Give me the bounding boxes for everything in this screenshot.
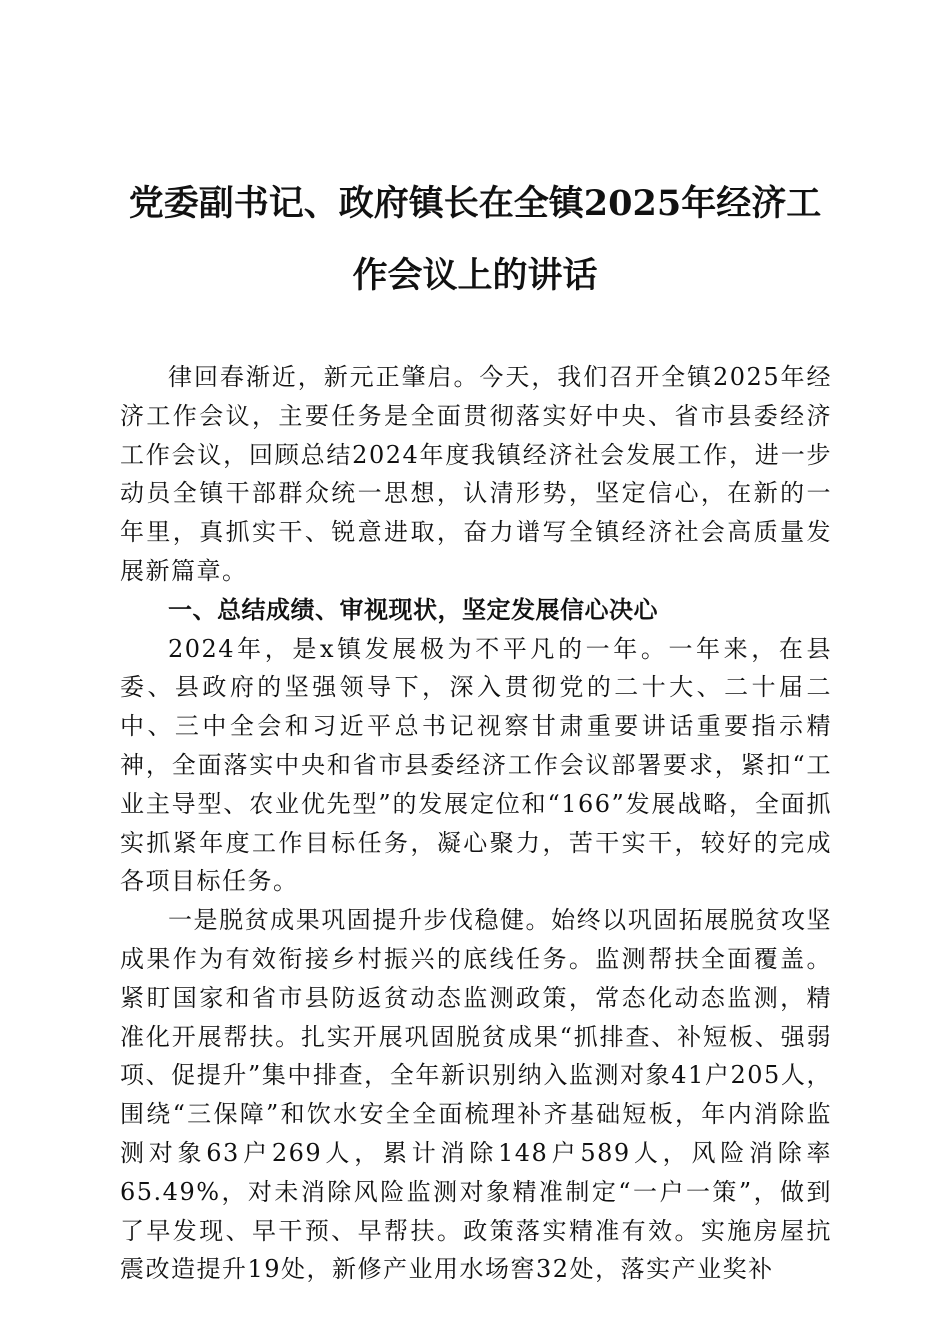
paragraph-2024-summary: 2024年，是x镇发展极为不平凡的一年。一年来，在县委、县政府的坚强领导下，深入贯彻党的二十大、二十届二中、三中全会和习近平总书记视察甘肃重要讲话重要指示精神，全面落实中央和省市县委经济工作会议部署要求，紧扣“工业主导型、农业优先型”的发展定位和“166”发展战略，全面抓实抓紧年度工作目标任务，凝心聚力，苦干实干，较好的完成各项目标任务。 xyxy=(120,634,832,896)
title-line-2: 作会议上的讲话 xyxy=(352,255,598,296)
title-line-1: 党委副书记、政府镇长在全镇2025年经济工 xyxy=(128,183,822,224)
document-title xyxy=(110,168,840,312)
section-heading-1: 一、总结成绩、审视现状，坚定发展信心决心 xyxy=(168,595,658,624)
paragraph-intro: 律回春渐近，新元正肇启。今天，我们召开全镇2025年经济工作会议，主要任务是全面贯彻落实好中央、省市县委经济工作会议，回顾总结2024年度我镇经济社会发展工作，进一步动员全镇干部群众统一思想，认清形势，坚定信心，在新的一年里，真抓实干、锐意进取，奋力谱写全镇经济社会高质量发展新篇章。 xyxy=(120,363,832,585)
document-body xyxy=(120,358,832,1289)
paragraph-poverty-alleviation: 一是脱贫成果巩固提升步伐稳健。始终以巩固拓展脱贫攻坚成果作为有效衔接乡村振兴的底线任务。监测帮扶全面覆盖。紧盯国家和省市县防返贫动态监测政策，常态化动态监测，精准化开展帮扶。扎实开展巩固脱贫成果“抓排查、补短板、强弱项、促提升”集中排查，全年新识别纳入监测对象41户205人，围绕“三保障”和饮水安全全面梳理补齐基础短板，年内消除监测对象63户269人，累计消除148户589人，风险消除率65.49%，对未消除风险监测对象精准制定“一户一策”，做到了早发现、早干预、早帮扶。政策落实精准有效。实施房屋抗震改造提升19处，新修产业用水场窖32处，落实产业奖补 xyxy=(120,906,832,1284)
